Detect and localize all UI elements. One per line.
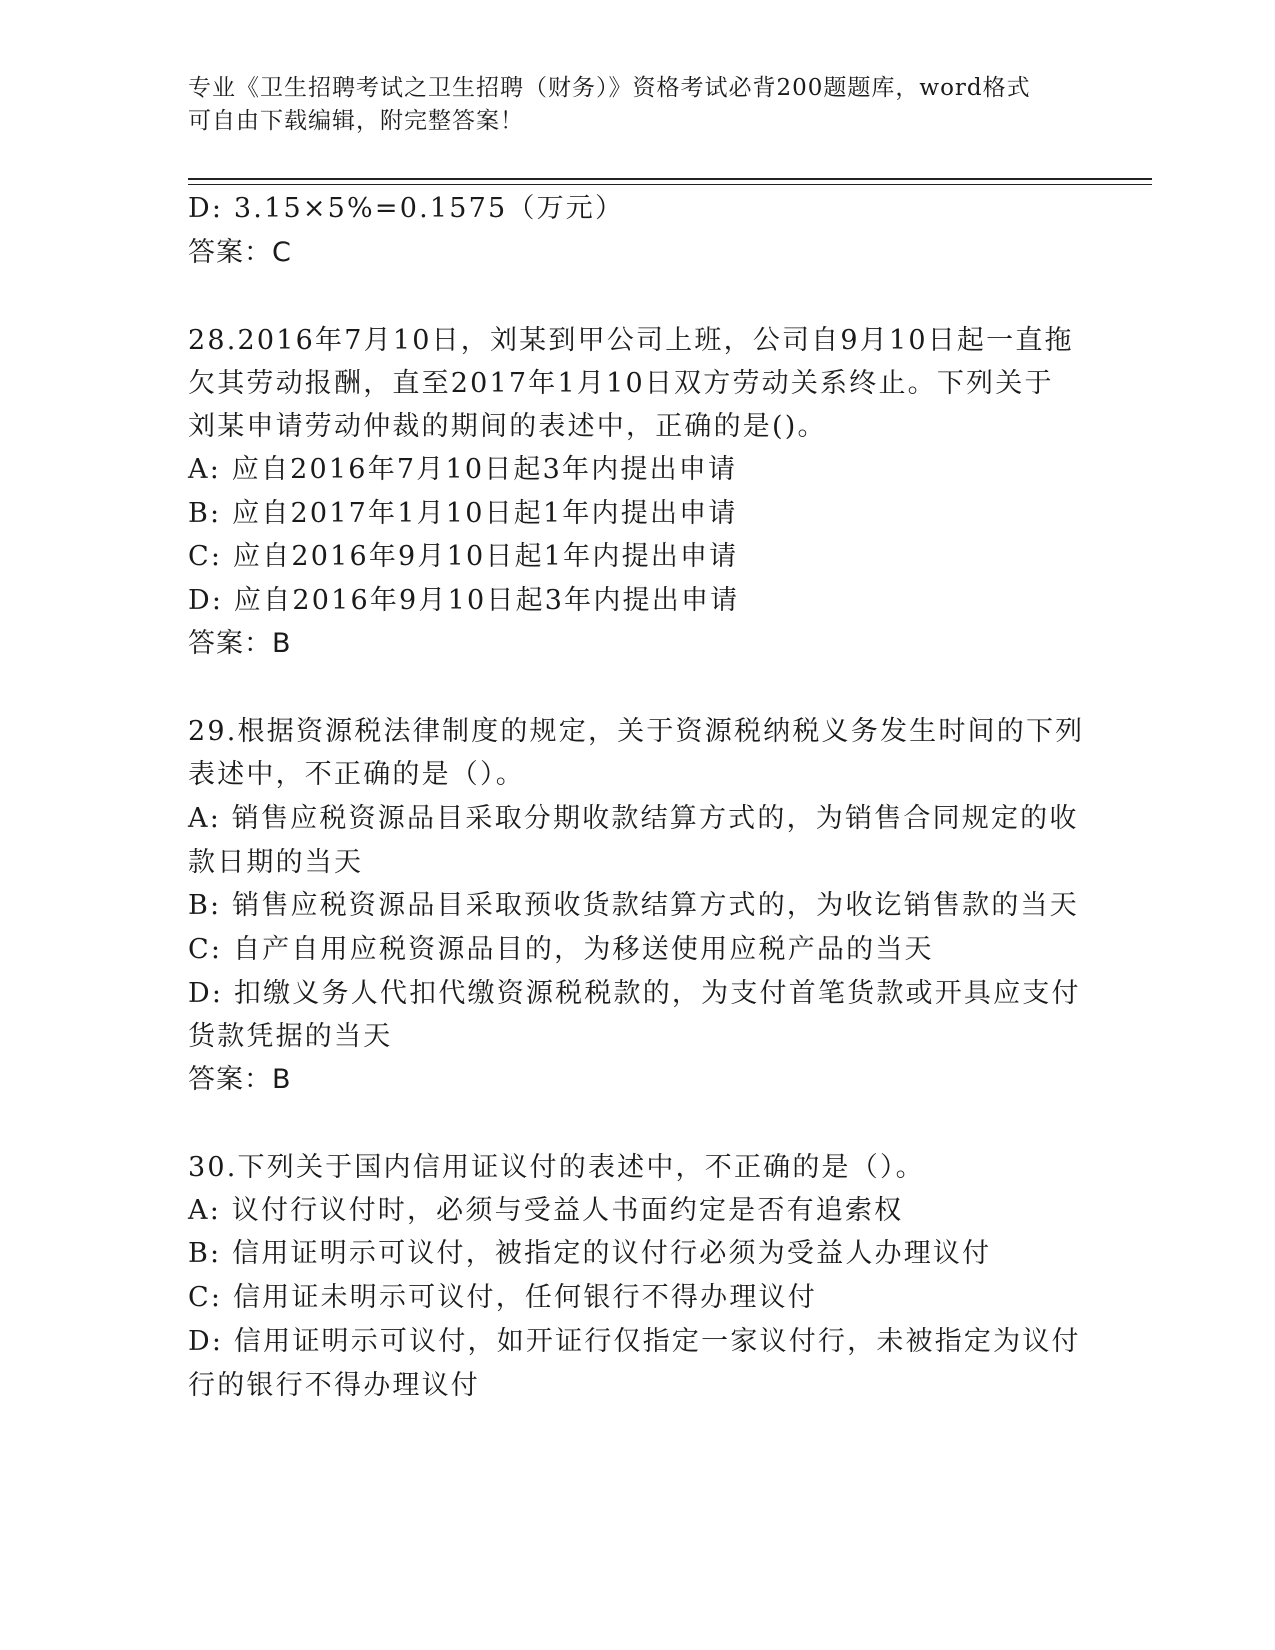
q27-option-d: D: 3.15×5%=0.1575（万元） <box>188 193 625 224</box>
q30-option-c: C: 信用证未明示可议付，任何银行不得办理议付 <box>188 1282 817 1313</box>
header-divider-thin <box>188 184 1152 185</box>
q30-option-b: B: 信用证明示可议付，被指定的议付行必须为受益人办理议付 <box>188 1238 992 1269</box>
q29-stem-line-2: 表述中，不正确的是（）。 <box>188 759 525 790</box>
q29-option-c: C: 自产自用应税资源品目的，为移送使用应税产品的当天 <box>188 934 934 965</box>
q28-option-c: C: 应自2016年9月10日起1年内提出申请 <box>188 541 739 572</box>
q30-option-a: A: 议付行议付时，必须与受益人书面约定是否有追索权 <box>188 1195 904 1226</box>
q28-stem-line-1: 28.2016年7月10日，刘某到甲公司上班，公司自9月10日起一直拖 <box>188 325 1074 356</box>
q28-option-a: A: 应自2016年7月10日起3年内提出申请 <box>188 454 738 485</box>
q29-option-b: B: 销售应税资源品目采取预收货款结算方式的，为收讫销售款的当天 <box>188 890 1079 921</box>
q30-option-d-line-1: D: 信用证明示可议付，如开证行仅指定一家议付行，未被指定为议付 <box>188 1326 1081 1357</box>
q30-option-d-line-2: 行的银行不得办理议付 <box>188 1370 480 1401</box>
q29-stem-line-1: 29.根据资源税法律制度的规定，关于资源税纳税义务发生时间的下列 <box>188 716 1085 747</box>
q29-option-d-line-2: 货款凭据的当天 <box>188 1021 393 1052</box>
q29-option-a-line-1: A: 销售应税资源品目采取分期收款结算方式的，为销售合同规定的收 <box>188 803 1079 834</box>
q27-answer: 答案：C <box>188 237 292 268</box>
q29-option-a-line-2: 款日期的当天 <box>188 847 364 878</box>
q28-stem-line-2: 欠其劳动报酬，直至2017年1月10日双方劳动关系终止。下列关于 <box>188 368 1054 399</box>
q28-stem-line-3: 刘某申请劳动仲裁的期间的表述中，正确的是()。 <box>188 411 827 442</box>
header-title-line-2: 可自由下载编辑，附完整答案！ <box>188 108 524 134</box>
header-title-line-1: 专业《卫生招聘考试之卫生招聘（财务）》资格考试必背200题题库，word格式 <box>188 75 1031 101</box>
q28-option-b: B: 应自2017年1月10日起1年内提出申请 <box>188 498 738 529</box>
q28-answer: 答案：B <box>188 628 292 659</box>
q30-stem: 30.下列关于国内信用证议付的表述中，不正确的是（）。 <box>188 1152 925 1183</box>
q29-answer: 答案：B <box>188 1064 292 1095</box>
q28-option-d: D: 应自2016年9月10日起3年内提出申请 <box>188 585 740 616</box>
document-header <box>188 72 1088 138</box>
header-divider-thick <box>188 178 1152 180</box>
q29-option-d-line-1: D: 扣缴义务人代扣代缴资源税税款的，为支付首笔货款或开具应支付 <box>188 978 1081 1009</box>
